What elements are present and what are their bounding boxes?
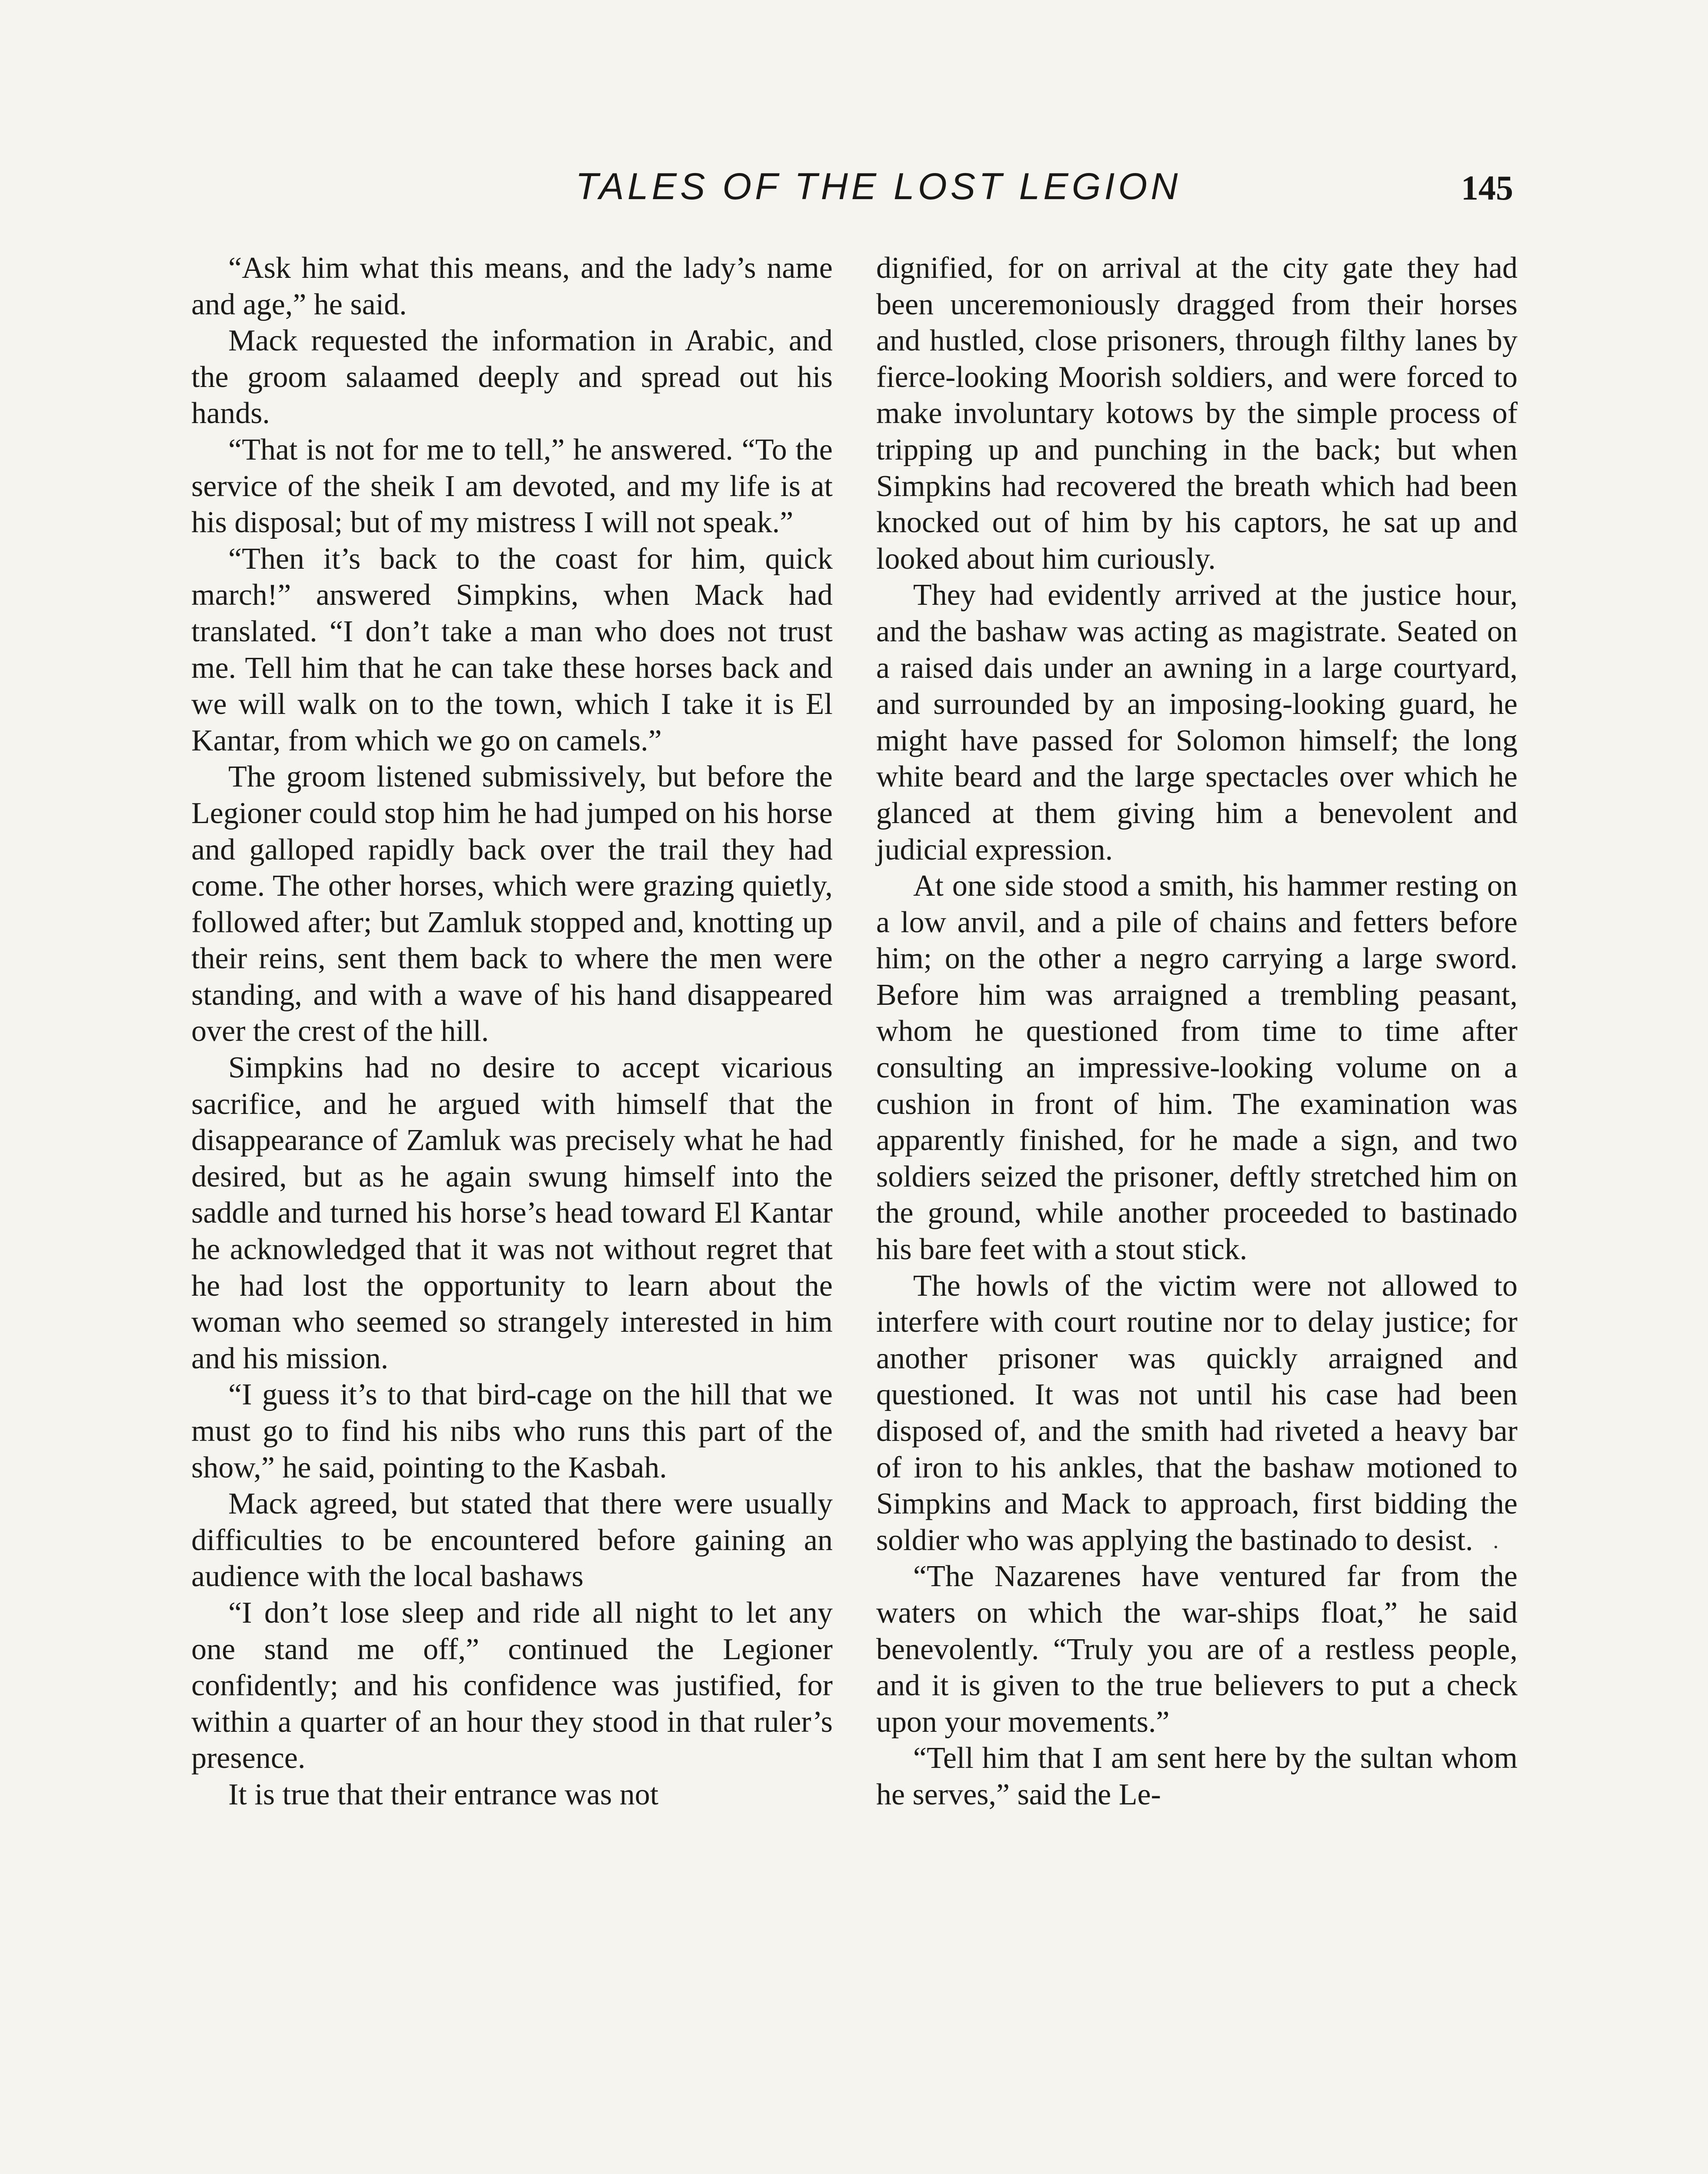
paragraph: “Ask him what this means, and the lady’s name and age,” he said. (191, 251, 833, 321)
paragraph: “I guess it’s to that bird-cage on the hill that we must go to find his nibs who runs this part of the show,” he said, pointing to the Kasbah. (191, 1378, 833, 1484)
paragraph: It is true that their entrance was not (228, 1777, 659, 1811)
paragraph: At one side stood a smith, his hammer resting on a low anvil, and a pile of chains and fetters before him; on the other a negro carrying a large sword. Before him was arraigned a trembling peasant, whom he questioned from time to time after consulting an impressive-looking volume on a cushion in front of him. The examination was apparently finished, for he made a sign, and two soldiers seized the prisoner, deftly stretched him on the ground, while another proceeded to bastinado his bare feet with a stout stick. (876, 869, 1518, 1267)
print-speck (1494, 1546, 1497, 1548)
running-title: TALES OF THE LOST LEGION (575, 166, 1181, 207)
paragraph: The groom listened submissively, but before the Legioner could stop him he had jumped on his horse and galloped rapidly back over the trail they had come. The other horses, which were grazing quietly, followed after; but Zamluk stopped and, knotting up their reins, sent them back to where the men were standing, and with a wave of his hand disappeared over the crest of the hill. (191, 760, 833, 1048)
paragraph: “That is not for me to tell,” he answered. “To the service of the sheik I am devoted, and my life is at his disposal; but of my mistress I will not speak.” (191, 433, 833, 540)
right-column (876, 250, 1518, 1813)
paragraph: “Then it’s back to the coast for him, quick march!” answered Simpkins, when Mack had translated. “I don’t take a man who does not trust me. Tell him that he can take these horses back and we will walk on to the town, which I take it is El Kantar, from which we go on camels.” (191, 542, 833, 757)
paragraph: Mack requested the information in Arabic, and the groom salaamed deeply and spread out his hands. (191, 324, 833, 430)
paragraph: “Tell him that I am sent here by the sultan whom he serves,” said the Le- (876, 1741, 1518, 1811)
paragraph: Simpkins had no desire to accept vicarious sacrifice, and he argued with himself that the disappearance of Zamluk was precisely what he had desired, but as he again swung himself into the saddle and turned his horse’s head toward El Kantar he acknowledged that it was not without regret that he had lost the opportunity to learn about the woman who seemed so strangely interested in him and his mission. (191, 1051, 833, 1375)
page-number: 145 (1461, 169, 1513, 207)
paragraph: The howls of the victim were not allowed to interfere with court routine nor to delay justice; for another prisoner was quickly arraigned and questioned. It was not until his case had been disposed of, and the smith had riveted a heavy bar of iron to his ankles, that the bashaw motioned to Simpkins and Mack to approach, first bidding the soldier who was applying the bastinado to desist. (876, 1269, 1518, 1557)
paragraph: “I don’t lose sleep and ride all night to let any one stand me off,” continued the Legioner confidently; and his confidence was justified, for within a quarter of an hour they stood in that ruler’s presence. (191, 1596, 833, 1775)
left-column (191, 250, 833, 1813)
paragraph-continuation: dignified, for on arrival at the city gate they had been unceremoniously dragged from their horses and hustled, close prisoners, through filthy lanes by fierce-looking Moorish soldiers, and were forced to make involuntary kotows by the simple process of tripping up and punching in the back; but when Simpkins had recovered the breath which had been knocked out of him by his captors, he sat up and looked about him curiously. (876, 251, 1518, 576)
paragraph: They had evidently arrived at the justice hour, and the bashaw was acting as magistrate. Seated on a raised dais under an awning in a large courtyard, and surrounded by an imposing-looking guard, he might have passed for Solomon himself; the long white beard and the large spectacles over which he glanced at them giving him a benevolent and judicial expression. (876, 578, 1518, 867)
paragraph: Mack agreed, but stated that there were usually difficulties to be encountered before gaining an audience with the local bashaws (191, 1487, 833, 1594)
paragraph: “The Nazarenes have ventured far from the waters on which the war-ships float,” he said benevolently. “Truly you are of a restless people, and it is given to the true believers to put a check upon your movements.” (876, 1560, 1518, 1739)
